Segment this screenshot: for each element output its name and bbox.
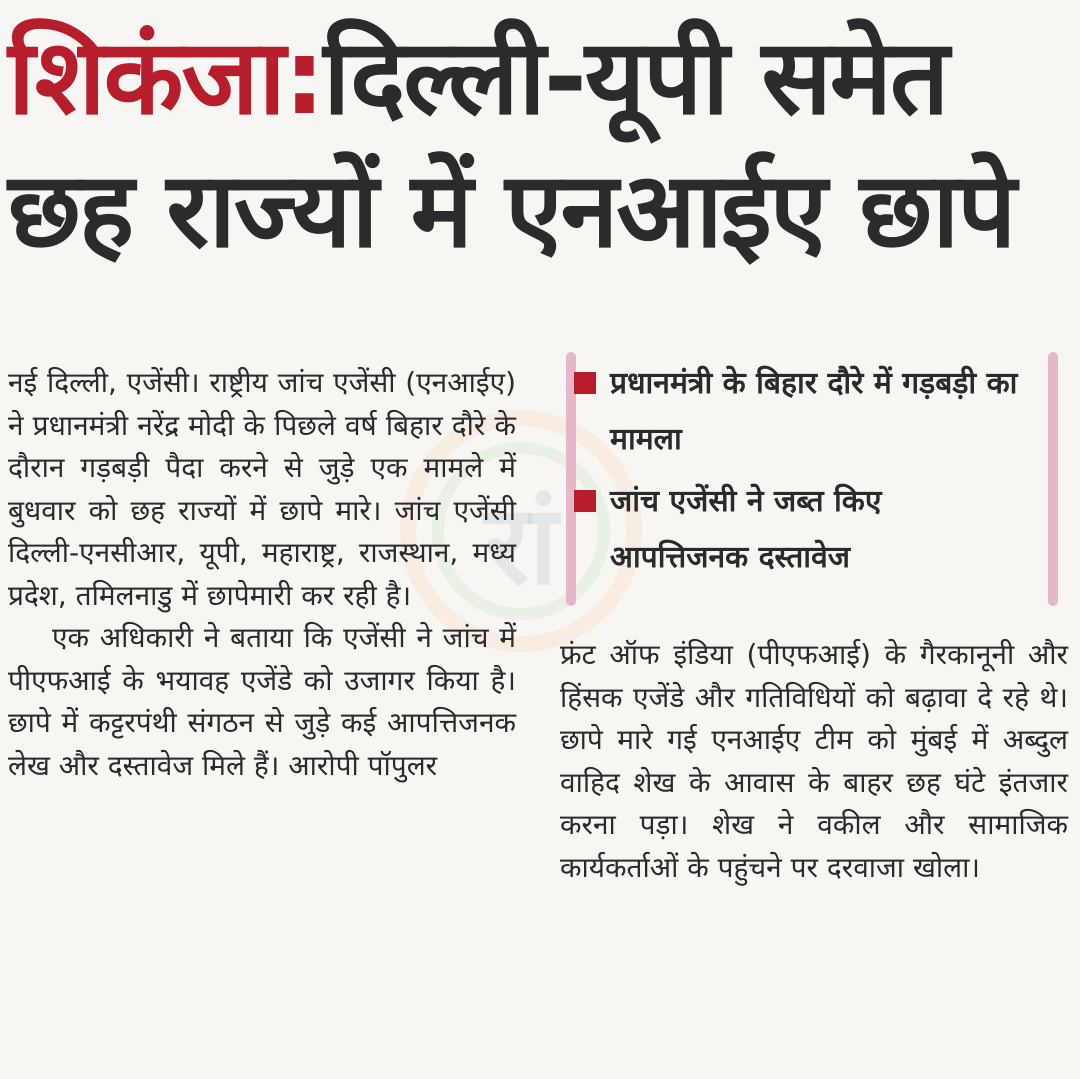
- bullet-square-icon: [574, 490, 596, 512]
- article-right-column: [560, 634, 1068, 889]
- article-paragraph-2: एक अधिकारी ने बताया कि एजेंसी ने जांच में पीएफआई के भयावह एजेंडे को उजागर किया है। छापे में कट्टरपंथी संगठन से जुड़े कई आपत्तिजनक लेख और दस्तावेज मिले हैं। आरोपी पॉपुलर: [8, 621, 516, 782]
- highlight-item-1-text: प्रधानमंत्री के बिहार दौरे में गड़बड़ी का मामला: [610, 366, 1018, 457]
- bullet-square-icon: [574, 372, 596, 394]
- article-left-column: [8, 362, 516, 787]
- highlights-box: [566, 352, 1058, 606]
- highlight-item-2: [610, 474, 1030, 586]
- headline-separator: :: [283, 16, 324, 138]
- headline-line-2: छह राज्यों में एनआईए छापे: [8, 148, 1015, 271]
- highlight-item-2-text: जांच एजेंसी ने जब्त किए आपत्तिजनक दस्तावेज: [610, 484, 882, 575]
- watermark-letter: रां: [484, 481, 558, 609]
- headline-line-1: [8, 14, 1072, 141]
- headline-kicker: शिकंजा: [8, 16, 284, 138]
- article-paragraph-1: नई दिल्ली, एजेंसी। राष्ट्रीय जांच एजेंसी (एनआईए) ने प्रधानमंत्री नरेंद्र मोदी के पिछले वर्ष बिहार दौरे के दौरान गड़बड़ी पैदा करने से जुड़े एक मामले में बुधवार को छह राज्यों में छापे मारे। जांच एजेंसी दिल्ली-एनसीआर, यूपी, महाराष्ट्र, राजस्थान, मध्य प्रदेश, तमिलनाडु में छापेमारी कर रही है।: [8, 366, 516, 612]
- headline-line-1-rest: दिल्ली-यूपी समेत: [323, 16, 948, 138]
- highlights-bar-right: [1048, 352, 1058, 606]
- headline: [8, 14, 1072, 274]
- article-paragraph-3: फ्रंट ऑफ इंडिया (पीएफआई) के गैरकानूनी और हिंसक एजेंडे और गतिविधियों को बढ़ावा दे रहे थे। छापे मारे गई एनआईए टीम को मुंबई में अब्दुल वाहिद शेख के आवास के बाहर छह घंटे इंतजार करना पड़ा। शेख ने वकील और सामाजिक कार्यकर्ताओं के पहुंचने पर दरवाजा खोला।: [560, 638, 1068, 884]
- highlight-item-1: [610, 356, 1030, 468]
